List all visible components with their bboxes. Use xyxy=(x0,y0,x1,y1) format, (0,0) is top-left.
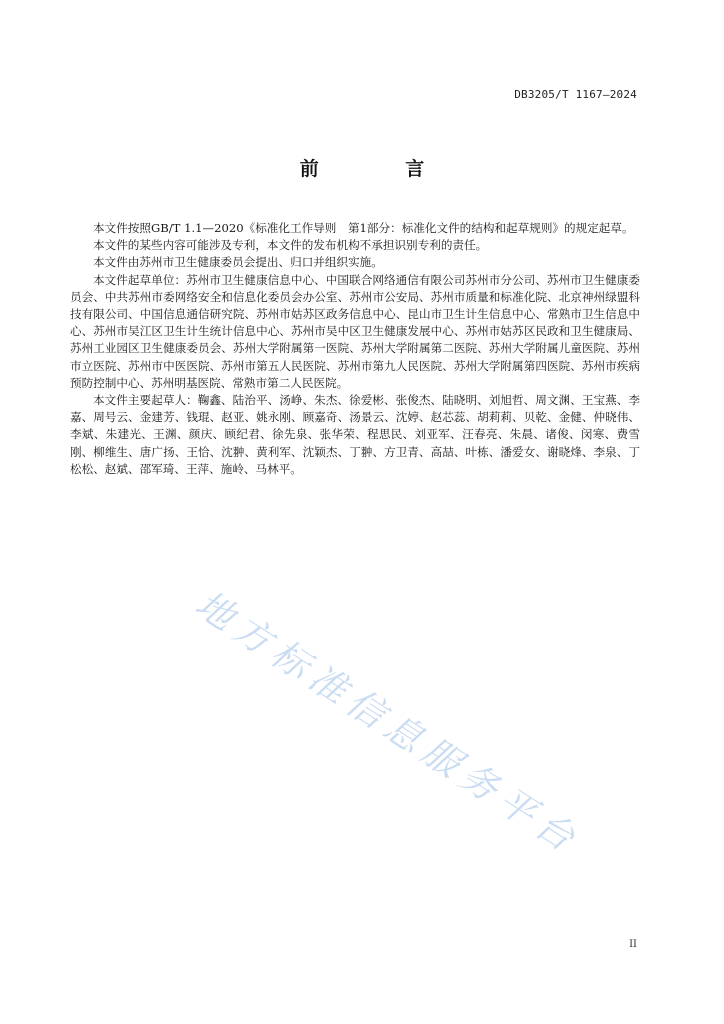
foreword-body xyxy=(70,220,640,478)
watermark: 地方标准信息服务平台 xyxy=(187,582,589,864)
document-code: DB3205/T 1167—2024 xyxy=(514,88,637,101)
paragraph-drafters: 本文件主要起草人：鞠鑫、陆治平、汤峥、朱杰、徐爱彬、张俊杰、陆晓明、刘旭哲、周文渊、王宝燕、李嘉、周号云、金建芳、钱琨、赵亚、姚永刚、顾嘉奇、汤景云、沈婷、赵芯蕊、胡莉莉、贝乾、金健、仲晓伟、李斌、朱建光、王渊、颜庆、顾纪君、徐先泉、张华荣、程思民、刘亚军、汪春亮、朱晨、诸俊、闵寒、费雪刚、柳维生、唐广扬、王恰、沈翀、黄利军、沈颖杰、丁翀、方卫青、高喆、叶栋、潘爱女、谢晓烽、李泉、丁松松、赵斌、邵军琦、王萍、施岭、马林平。 xyxy=(70,393,640,476)
page-number: II xyxy=(629,939,637,950)
paragraph-proposer: 本文件由苏州市卫生健康委员会提出、归口并组织实施。 xyxy=(93,255,383,270)
paragraph-drafting-rules: 本文件按照GB/T 1.1—2020《标准化工作导则 第1部分：标准化文件的结构和起草规则》的规定起草。 xyxy=(93,221,634,235)
page-title: 前 言 xyxy=(299,158,465,180)
paragraph-drafting-units: 本文件起草单位：苏州市卫生健康信息中心、中国联合网络通信有限公司苏州市分公司、苏州市卫生健康委员会、中共苏州市委网络安全和信息化委员会办公室、苏州市公安局、苏州市质量和标准化院、北京神州绿盟科技有限公司、中国信息通信研究院、苏州市姑苏区政务信息中心、昆山市卫生计生信息中心、常熟市卫生信息中心、苏州市吴江区卫生计生统计信息中心、苏州市吴中区卫生健康发展中心、苏州市姑苏区民政和卫生健康局、苏州工业园区卫生健康委员会、苏州大学附属第一医院、苏州大学附属第二医院、苏州大学附属儿童医院、苏州市立医院、苏州市中医医院、苏州市第五人民医院、苏州市第九人民医院、苏州大学附属第四医院、苏州市疾病预防控制中心、苏州明基医院、常熟市第二人民医院。 xyxy=(70,272,640,390)
paragraph-patent-notice: 本文件的某些内容可能涉及专利，本文件的发布机构不承担识别专利的责任。 xyxy=(93,238,488,253)
